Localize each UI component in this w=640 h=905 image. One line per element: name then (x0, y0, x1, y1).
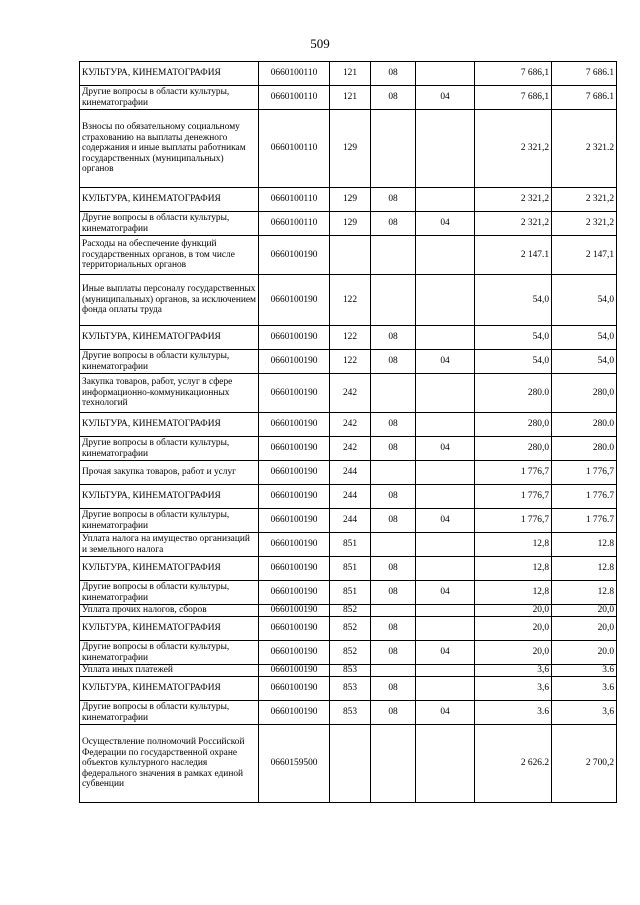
cell-pr (416, 62, 475, 86)
cell-y1: 54,0 (475, 326, 552, 350)
table-row (80, 413, 617, 437)
cell-y1: 2 626.2 (475, 725, 552, 803)
table-row (80, 557, 617, 581)
cell-name: Другие вопросы в области культуры, кинематографии (80, 581, 259, 605)
cell-pr (416, 413, 475, 437)
cell-y2: 12.8 (552, 581, 617, 605)
cell-y1: 280,0 (475, 437, 552, 461)
budget-table (79, 61, 617, 803)
cell-y1: 12,8 (475, 533, 552, 557)
cell-y2: 280.0 (552, 437, 617, 461)
cell-y2: 20,0 (552, 605, 617, 617)
cell-vr: 853 (330, 665, 371, 677)
cell-pr: 04 (416, 212, 475, 236)
cell-pr (416, 275, 475, 326)
cell-name: Другие вопросы в области культуры, кинематографии (80, 701, 259, 725)
cell-vr: 851 (330, 557, 371, 581)
cell-pr (416, 326, 475, 350)
cell-name: Уплата налога на имущество организаций и земельного налога (80, 533, 259, 557)
cell-y2: 54,0 (552, 350, 617, 374)
cell-cs: 0660100190 (259, 533, 330, 557)
cell-rz: 08 (371, 557, 416, 581)
cell-y2: 2 321.2 (552, 110, 617, 188)
cell-y2: 12.8 (552, 533, 617, 557)
cell-rz: 08 (371, 617, 416, 641)
cell-rz: 08 (371, 437, 416, 461)
cell-rz (371, 725, 416, 803)
cell-y2: 2 700,2 (552, 725, 617, 803)
cell-cs: 0660100190 (259, 236, 330, 275)
cell-name: Другие вопросы в области культуры, кинематографии (80, 212, 259, 236)
cell-y2: 2 147,1 (552, 236, 617, 275)
cell-rz: 08 (371, 212, 416, 236)
cell-pr (416, 110, 475, 188)
cell-name: Другие вопросы в области культуры, кинематографии (80, 509, 259, 533)
cell-cs: 0660100190 (259, 485, 330, 509)
table-row (80, 461, 617, 485)
cell-pr: 04 (416, 509, 475, 533)
cell-y1: 1 776,7 (475, 509, 552, 533)
cell-cs: 0660100110 (259, 188, 330, 212)
cell-pr (416, 236, 475, 275)
cell-y1: 20,0 (475, 641, 552, 665)
table-row (80, 641, 617, 665)
cell-vr: 852 (330, 641, 371, 665)
cell-y1: 12,8 (475, 557, 552, 581)
table-row (80, 605, 617, 617)
cell-vr: 853 (330, 677, 371, 701)
cell-vr: 244 (330, 461, 371, 485)
cell-cs: 0660100190 (259, 509, 330, 533)
cell-cs: 0660100190 (259, 326, 330, 350)
cell-vr: 129 (330, 110, 371, 188)
table-row (80, 350, 617, 374)
cell-pr: 04 (416, 350, 475, 374)
cell-rz: 08 (371, 62, 416, 86)
cell-rz: 08 (371, 350, 416, 374)
cell-rz (371, 665, 416, 677)
table-row (80, 725, 617, 803)
cell-cs: 0660100190 (259, 641, 330, 665)
cell-rz (371, 110, 416, 188)
cell-y2: 20.0 (552, 641, 617, 665)
cell-rz (371, 461, 416, 485)
cell-rz (371, 236, 416, 275)
table-row (80, 665, 617, 677)
table-row (80, 236, 617, 275)
cell-vr: 244 (330, 509, 371, 533)
cell-vr: 853 (330, 701, 371, 725)
cell-cs: 0660100190 (259, 701, 330, 725)
table-row (80, 617, 617, 641)
cell-pr (416, 725, 475, 803)
cell-y1: 54,0 (475, 350, 552, 374)
cell-rz: 08 (371, 86, 416, 110)
cell-vr: 852 (330, 617, 371, 641)
cell-y2: 54,0 (552, 275, 617, 326)
cell-pr (416, 485, 475, 509)
cell-name: Уплата иных платежей (80, 665, 259, 677)
cell-y1: 7 686,1 (475, 62, 552, 86)
cell-cs: 0660100190 (259, 350, 330, 374)
cell-y1: 1 776,7 (475, 461, 552, 485)
cell-pr (416, 617, 475, 641)
cell-pr (416, 533, 475, 557)
cell-name: Закупка товаров, работ, услуг в сфере информационно-коммуникационных технологий (80, 374, 259, 413)
cell-vr: 244 (330, 485, 371, 509)
cell-y2: 3.6 (552, 665, 617, 677)
cell-name: КУЛЬТУРА, КИНЕМАТОГРАФИЯ (80, 677, 259, 701)
cell-pr (416, 677, 475, 701)
cell-name: КУЛЬТУРА, КИНЕМАТОГРАФИЯ (80, 326, 259, 350)
cell-name: Другие вопросы в области культуры, кинематографии (80, 350, 259, 374)
cell-vr: 129 (330, 212, 371, 236)
cell-name: Другие вопросы в области культуры, кинематографии (80, 86, 259, 110)
table-row (80, 212, 617, 236)
cell-name: КУЛЬТУРА, КИНЕМАТОГРАФИЯ (80, 188, 259, 212)
cell-cs: 0660100190 (259, 581, 330, 605)
table-row (80, 701, 617, 725)
cell-y2: 7 686.1 (552, 86, 617, 110)
cell-cs: 0660100190 (259, 677, 330, 701)
cell-cs: 0660100110 (259, 110, 330, 188)
cell-y1: 20,0 (475, 617, 552, 641)
cell-vr: 122 (330, 275, 371, 326)
cell-y1: 1 776,7 (475, 485, 552, 509)
cell-y2: 2 321,2 (552, 188, 617, 212)
cell-cs: 0660100190 (259, 665, 330, 677)
table-row (80, 374, 617, 413)
cell-y1: 280,0 (475, 413, 552, 437)
cell-pr (416, 665, 475, 677)
cell-name: КУЛЬТУРА, КИНЕМАТОГРАФИЯ (80, 617, 259, 641)
cell-cs: 0660100190 (259, 275, 330, 326)
cell-rz (371, 374, 416, 413)
table-row (80, 62, 617, 86)
table-row (80, 326, 617, 350)
cell-y1: 3.6 (475, 701, 552, 725)
cell-y2: 1 776.7 (552, 509, 617, 533)
cell-y2: 2 321,2 (552, 212, 617, 236)
cell-y2: 1 776.7 (552, 485, 617, 509)
cell-rz (371, 605, 416, 617)
cell-y2: 12.8 (552, 557, 617, 581)
cell-y2: 280.0 (552, 413, 617, 437)
cell-vr: 242 (330, 374, 371, 413)
cell-y2: 3,6 (552, 701, 617, 725)
cell-cs: 0660100110 (259, 62, 330, 86)
cell-vr (330, 236, 371, 275)
cell-pr: 04 (416, 86, 475, 110)
cell-name: Взносы по обязательному социальному страхованию на выплаты денежного содержания и иные выплаты работникам государственных (муниципальных) органов (80, 110, 259, 188)
cell-y1: 2 147.1 (475, 236, 552, 275)
cell-vr: 851 (330, 581, 371, 605)
cell-cs: 0660100190 (259, 617, 330, 641)
table-row (80, 485, 617, 509)
table-row (80, 437, 617, 461)
cell-rz: 08 (371, 701, 416, 725)
cell-cs: 0660100190 (259, 437, 330, 461)
cell-pr: 04 (416, 701, 475, 725)
cell-name: КУЛЬТУРА, КИНЕМАТОГРАФИЯ (80, 413, 259, 437)
table-row (80, 110, 617, 188)
cell-rz: 08 (371, 677, 416, 701)
cell-y2: 54,0 (552, 326, 617, 350)
cell-pr: 04 (416, 437, 475, 461)
page-number: 509 (310, 36, 330, 51)
cell-y1: 54,0 (475, 275, 552, 326)
cell-name: Расходы на обеспечение функций государственных органов, в том числе территориальных органов (80, 236, 259, 275)
cell-rz: 08 (371, 581, 416, 605)
cell-cs: 0660100110 (259, 86, 330, 110)
cell-rz: 08 (371, 326, 416, 350)
cell-name: Прочая закупка товаров, работ и услуг (80, 461, 259, 485)
table-row (80, 581, 617, 605)
cell-pr (416, 605, 475, 617)
cell-y1: 2 321,2 (475, 188, 552, 212)
table-row (80, 677, 617, 701)
cell-pr: 04 (416, 581, 475, 605)
cell-y1: 3,6 (475, 677, 552, 701)
table-row (80, 509, 617, 533)
cell-vr: 852 (330, 605, 371, 617)
cell-vr (330, 725, 371, 803)
cell-vr: 242 (330, 413, 371, 437)
cell-cs: 0660159500 (259, 725, 330, 803)
table-row (80, 188, 617, 212)
cell-vr: 851 (330, 533, 371, 557)
cell-name: Осуществление полномочий Российской Федерации по государственной охране объектов культурного наследия федерального значения в рамках единой субвенции (80, 725, 259, 803)
cell-y1: 20,0 (475, 605, 552, 617)
cell-rz: 08 (371, 188, 416, 212)
cell-name: КУЛЬТУРА, КИНЕМАТОГРАФИЯ (80, 62, 259, 86)
cell-pr: 04 (416, 641, 475, 665)
cell-pr (416, 557, 475, 581)
cell-vr: 121 (330, 86, 371, 110)
cell-cs: 0660100190 (259, 461, 330, 485)
cell-rz: 08 (371, 413, 416, 437)
cell-y2: 3.6 (552, 677, 617, 701)
cell-y2: 1 776,7 (552, 461, 617, 485)
cell-y2: 7 686.1 (552, 62, 617, 86)
cell-cs: 0660100110 (259, 212, 330, 236)
cell-y1: 280.0 (475, 374, 552, 413)
cell-cs: 0660100190 (259, 605, 330, 617)
cell-rz: 08 (371, 485, 416, 509)
cell-y1: 2 321,2 (475, 212, 552, 236)
table-row (80, 86, 617, 110)
cell-vr: 121 (330, 62, 371, 86)
cell-rz: 08 (371, 509, 416, 533)
cell-vr: 122 (330, 326, 371, 350)
cell-name: Уплата прочих налогов, сборов (80, 605, 259, 617)
cell-vr: 122 (330, 350, 371, 374)
cell-name: КУЛЬТУРА, КИНЕМАТОГРАФИЯ (80, 557, 259, 581)
cell-rz: 08 (371, 641, 416, 665)
cell-cs: 0660100190 (259, 374, 330, 413)
cell-y1: 12,8 (475, 581, 552, 605)
table-row (80, 533, 617, 557)
cell-name: КУЛЬТУРА, КИНЕМАТОГРАФИЯ (80, 485, 259, 509)
cell-y2: 280,0 (552, 374, 617, 413)
cell-cs: 0660100190 (259, 557, 330, 581)
cell-vr: 129 (330, 188, 371, 212)
cell-y2: 20,0 (552, 617, 617, 641)
cell-vr: 242 (330, 437, 371, 461)
cell-y1: 3,6 (475, 665, 552, 677)
table-row (80, 275, 617, 326)
cell-pr (416, 374, 475, 413)
cell-name: Иные выплаты персоналу государственных (муниципальных) органов, за исключением фонда оплаты труда (80, 275, 259, 326)
cell-pr (416, 461, 475, 485)
cell-name: Другие вопросы в области культуры, кинематографии (80, 641, 259, 665)
cell-name: Другие вопросы в области культуры, кинематографии (80, 437, 259, 461)
cell-y1: 2 321,2 (475, 110, 552, 188)
cell-rz (371, 533, 416, 557)
cell-rz (371, 275, 416, 326)
cell-y1: 7 686,1 (475, 86, 552, 110)
cell-pr (416, 188, 475, 212)
cell-cs: 0660100190 (259, 413, 330, 437)
